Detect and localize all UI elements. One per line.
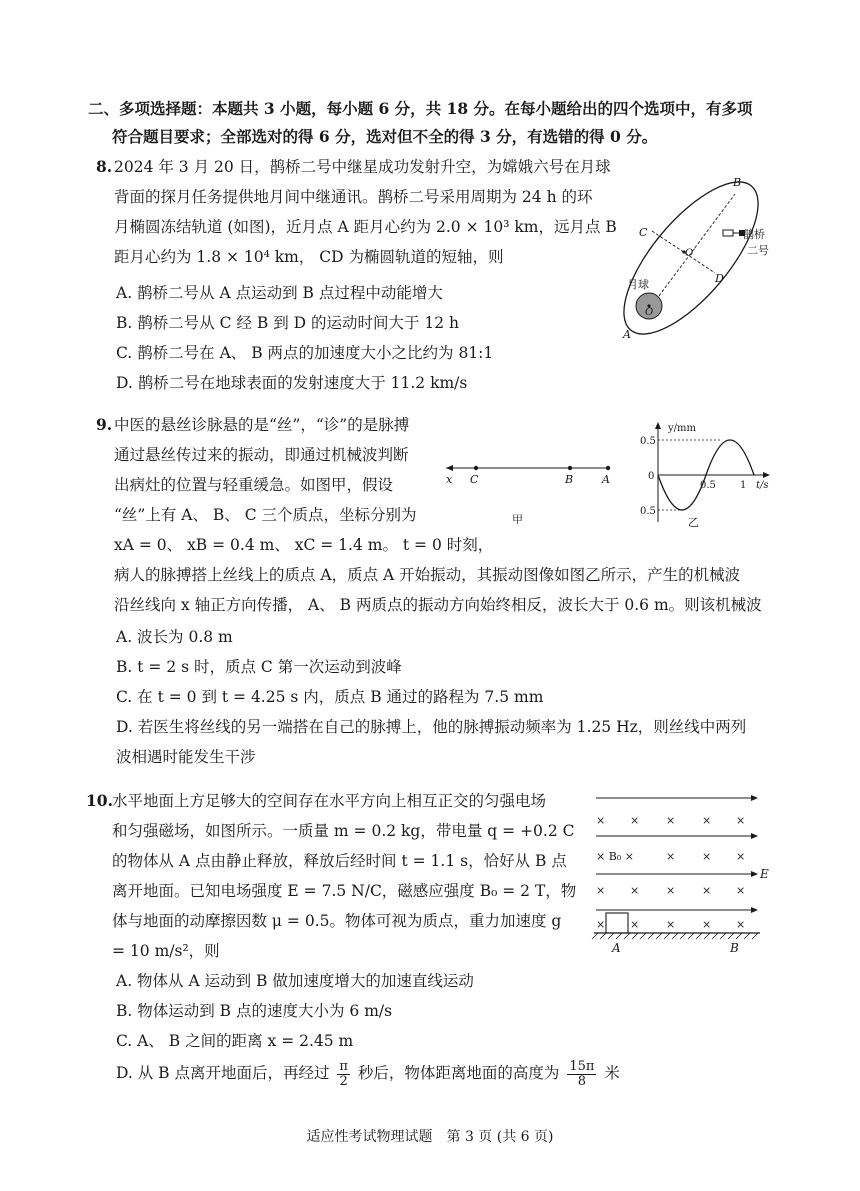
svg-text:×: × — [736, 814, 746, 827]
option-d-pre: D. 从 B 点离开地面后，再经过 — [116, 1064, 330, 1082]
svg-text:×: × — [736, 850, 746, 863]
label-b: B — [565, 473, 574, 486]
block-object — [606, 913, 628, 933]
label-e: E — [760, 867, 769, 881]
question-10-line: 离开地面。已知电场强度 E = 7.5 N/C，磁感应强度 B₀ = 2 T，物 — [112, 882, 577, 900]
label-a: A — [623, 328, 631, 341]
figure-jia — [440, 455, 620, 535]
t-arrow-icon — [763, 472, 770, 478]
caption-yi: 乙 — [688, 516, 699, 529]
question-9-line: 沿丝线向 x 轴正方向传播， A、 B 两质点的振动方向始终相反，波长大于 0.6 m。则该机械波 — [114, 596, 762, 614]
question-9-line: 出病灶的位置与轻重缓急。如图甲，假设 — [114, 476, 394, 494]
svg-text:×: × — [630, 918, 640, 931]
svg-text:×: × — [702, 918, 712, 931]
svg-text:×: × — [702, 850, 712, 863]
question-9-option-c: C. 在 t = 0 到 t = 4.25 s 内，质点 B 通过的路程为 7.5 mm — [116, 688, 544, 706]
origin-label: 0 — [648, 471, 655, 482]
question-8-line: 月椭圆冻结轨道 (如图)，近月点 A 距月心约为 2.0 × 10³ km，远月点 B — [114, 218, 617, 236]
svg-text:×: × — [736, 918, 746, 931]
caption-jia: 甲 — [512, 513, 523, 526]
section-instructions: 符合题目要求；全部选对的得 6 分，选对但不全的得 3 分，有选错的得 0 分。 — [112, 127, 658, 146]
fraction-numerator: 15π — [569, 1058, 595, 1074]
section-heading: 二、多项选择题：本题共 3 小题，每小题 6 分，共 18 分。在每小题给出的四个选项中，有多项 — [88, 99, 753, 118]
fraction-15pi-over-8 — [567, 1060, 596, 1089]
figure-yi-graph — [636, 420, 776, 530]
svg-text:×: × — [630, 814, 640, 827]
label-a: A — [612, 941, 621, 955]
e-field-arrow-icon — [751, 907, 758, 913]
question-10-line: 和匀强磁场，如图所示。一质量 m = 0.2 kg，带电量 q = +0.2 C — [112, 822, 575, 840]
label-moon: 月球 — [627, 278, 649, 291]
b0-label: × B₀ × — [596, 850, 634, 863]
svg-text:×: × — [596, 814, 606, 827]
t-axis-label: t/s — [756, 480, 769, 491]
t-tick-half: 0.5 — [700, 480, 716, 491]
question-9-option-b: B. t = 2 s 时，质点 C 第一次运动到波峰 — [116, 658, 402, 676]
question-8-line: 背面的探月任务提供地月间中继通讯。鹊桥二号采用周期为 24 h 的环 — [114, 188, 593, 206]
y-arrow-icon — [655, 422, 661, 429]
question-9-line: 病人的脉搏搭上丝线上的质点 A，质点 A 开始振动，其振动图像如图乙所示，产生的机械波 — [114, 566, 741, 584]
question-10-line: 的物体从 A 点由静止释放，释放后经时间 t = 1.1 s，恰好从 B 点 — [112, 852, 567, 870]
page-footer: 适应性考试物理试题 第 3 页 (共 6 页) — [306, 1129, 554, 1145]
svg-text:×: × — [596, 918, 606, 931]
point-b-dot — [568, 466, 572, 470]
option-d-post: 米 — [604, 1064, 620, 1082]
label-c: C — [639, 226, 648, 239]
svg-text:×: × — [630, 884, 640, 897]
label-satellite-2: 二号 — [747, 244, 769, 257]
question-10-option-b: B. 物体运动到 B 点的速度大小为 6 m/s — [116, 1002, 393, 1020]
svg-text:×: × — [666, 850, 676, 863]
e-field-arrow-icon — [751, 833, 758, 839]
fraction-denominator: 2 — [339, 1073, 348, 1089]
question-9-option-a: A. 波长为 0.8 m — [116, 628, 233, 646]
field-figure — [590, 788, 780, 958]
e-field-arrow-icon — [751, 795, 758, 801]
question-8-option-d: D. 鹊桥二号在地球表面的发射速度大于 11.2 km/s — [116, 374, 468, 392]
question-9-option-d-cont: 波相遇时能发生干涉 — [116, 748, 256, 766]
point-a-dot — [606, 466, 610, 470]
label-o-prime: O′ — [685, 248, 696, 259]
question-8-option-a: A. 鹊桥二号从 A 点运动到 B 点过程中动能增大 — [116, 284, 443, 302]
svg-text:×: × — [596, 884, 606, 897]
y-axis-label: y/mm — [668, 423, 696, 434]
question-10-number: 10. — [86, 791, 113, 810]
orbit-figure — [615, 170, 785, 350]
question-9-line: 中医的悬丝诊脉悬的是“丝”，“诊”的是脉搏 — [114, 416, 410, 434]
ground-hatch — [592, 933, 758, 939]
label-o: O — [645, 307, 654, 318]
question-8-line: 2024 年 3 月 20 日，鹊桥二号中继星成功发射升空，为嫦娥六号在月球 — [114, 158, 611, 176]
svg-text:×: × — [666, 918, 676, 931]
satellite-icon — [723, 230, 745, 236]
y-tick-top: 0.5 — [640, 436, 656, 447]
question-8-option-b: B. 鹊桥二号从 C 经 B 到 D 的运动时间大于 12 h — [116, 314, 460, 332]
question-9-line: xA = 0、 xB = 0.4 m、 xC = 1.4 m。 t = 0 时刻， — [114, 536, 494, 554]
svg-text:×: × — [666, 814, 676, 827]
fraction-pi-over-2 — [337, 1060, 350, 1089]
y-tick-bottom: 0.5 — [640, 506, 656, 517]
question-8-option-c: C. 鹊桥二号在 A、 B 两点的加速度大小之比约为 81:1 — [116, 344, 494, 362]
question-8-line: 距月心约为 1.8 × 10⁴ km， CD 为椭圆轨道的短轴，则 — [114, 248, 504, 266]
question-9-line: 通过悬丝传过来的振动，即通过机械波判断 — [114, 446, 409, 464]
question-9-line: “丝”上有 A、 B、 C 三个质点，坐标分别为 — [114, 506, 417, 524]
t-tick-one: 1 — [740, 480, 747, 491]
question-9-number: 9. — [96, 415, 113, 434]
point-c-dot — [474, 466, 478, 470]
label-satellite-1: 鹊桥 — [743, 228, 765, 241]
question-10-line: 体与地面的动摩擦因数 μ = 0.5。物体可视为质点，重力加速度 g — [112, 912, 562, 930]
label-a: A — [602, 473, 610, 486]
svg-text:×: × — [736, 884, 746, 897]
label-b: B — [730, 941, 739, 955]
svg-text:×: × — [702, 814, 712, 827]
question-10-line: = 10 m/s²，则 — [112, 942, 220, 960]
x-arrow-icon — [446, 465, 453, 471]
question-10-option-d — [116, 1056, 620, 1090]
label-x: x — [446, 473, 453, 486]
svg-text:×: × — [702, 884, 712, 897]
label-b: B — [733, 176, 742, 189]
label-d: D — [715, 272, 724, 285]
option-d-mid: 秒后，物体距离地面的高度为 — [357, 1064, 560, 1082]
question-10-option-c: C. A、 B 之间的距离 x = 2.45 m — [116, 1032, 354, 1050]
question-10-line: 水平地面上方足够大的空间存在水平方向上相互正交的匀强电场 — [112, 792, 547, 810]
question-9-option-d: D. 若医生将丝线的另一端搭在自己的脉搏上，他的脉搏振动频率为 1.25 Hz，则丝线中两列 — [116, 718, 747, 736]
label-c: C — [470, 473, 479, 486]
fraction-denominator: 8 — [577, 1073, 587, 1089]
question-10-option-a: A. 物体从 A 运动到 B 做加速度增大的加速直线运动 — [116, 972, 474, 990]
e-field-arrow-icon — [751, 871, 758, 877]
fraction-numerator: π — [339, 1058, 348, 1074]
question-8-number: 8. — [96, 157, 113, 176]
svg-text:×: × — [666, 884, 676, 897]
